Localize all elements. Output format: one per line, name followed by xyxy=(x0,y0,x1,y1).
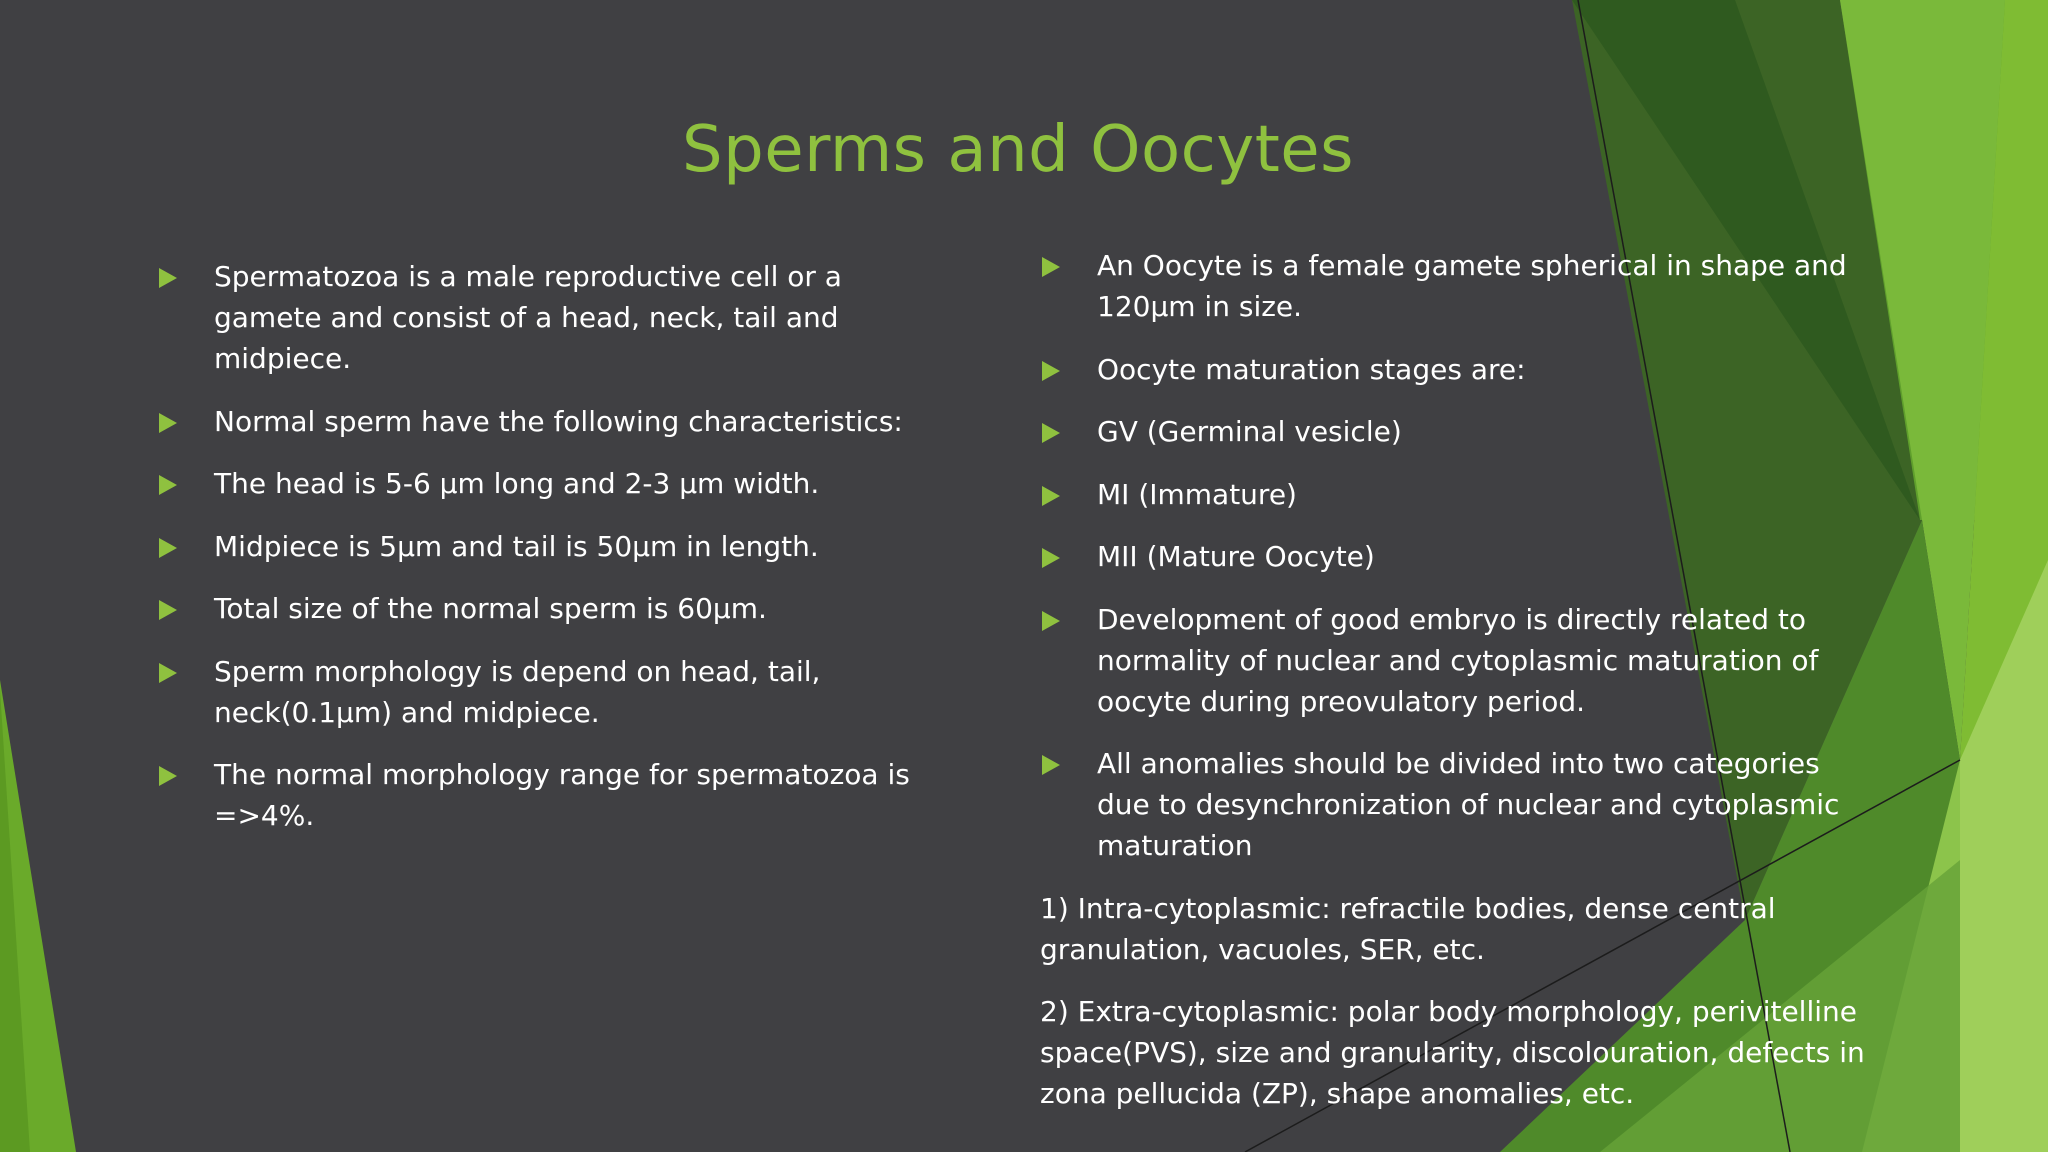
list-item: Sperm morphology is depend on head, tail, neck(0.1µm) and midpiece. xyxy=(157,651,957,733)
triangle-bullet-icon xyxy=(159,600,177,620)
list-item: MI (Immature) xyxy=(1040,474,1880,515)
left-bullet-list xyxy=(157,256,957,858)
triangle-bullet-icon xyxy=(159,475,177,495)
triangle-bullet-icon xyxy=(1042,548,1060,568)
right-bullet-list xyxy=(1040,245,1880,1136)
triangle-bullet-icon xyxy=(1042,361,1060,381)
list-item: The head is 5-6 µm long and 2-3 µm width. xyxy=(157,463,957,504)
list-item: Midpiece is 5µm and tail is 50µm in length. xyxy=(157,526,957,567)
anomaly-category-extra: 2) Extra-cytoplasmic: polar body morphology, perivitelline space(PVS), size and granularity, discolouration, defects in zona pellucida (ZP), shape anomalies, etc. xyxy=(1040,995,1865,1110)
list-item: An Oocyte is a female gamete spherical in shape and 120µm in size. xyxy=(1040,245,1880,327)
triangle-bullet-icon xyxy=(1042,257,1060,277)
triangle-bullet-icon xyxy=(159,268,177,288)
list-item: All anomalies should be divided into two categories due to desynchronization of nuclear and cytoplasmic maturation xyxy=(1040,743,1880,866)
anomaly-category-intra: 1) Intra-cytoplasmic: refractile bodies, dense central granulation, vacuoles, SER, etc. xyxy=(1040,891,1776,966)
triangle-bullet-icon xyxy=(159,766,177,786)
list-item: MII (Mature Oocyte) xyxy=(1040,536,1880,577)
triangle-bullet-icon xyxy=(1042,611,1060,631)
triangle-bullet-icon xyxy=(1042,423,1060,443)
triangle-bullet-icon xyxy=(159,538,177,558)
list-item: Spermatozoa is a male reproductive cell or a gamete and consist of a head, neck, tail and midpiece. xyxy=(157,256,957,379)
list-item: Total size of the normal sperm is 60µm. xyxy=(157,588,957,629)
list-item: Oocyte maturation stages are: xyxy=(1040,349,1880,390)
list-item: Normal sperm have the following characteristics: xyxy=(157,401,957,442)
triangle-bullet-icon xyxy=(1042,755,1060,775)
list-item: The normal morphology range for spermatozoa is =>4%. xyxy=(157,754,957,836)
triangle-bullet-icon xyxy=(1042,486,1060,506)
list-item: Development of good embryo is directly related to normality of nuclear and cytoplasmic maturation of oocyte during preovulatory period. xyxy=(1040,599,1880,722)
triangle-bullet-icon xyxy=(159,413,177,433)
triangle-bullet-icon xyxy=(159,663,177,683)
slide-title: Sperms and Oocytes xyxy=(682,113,1354,187)
list-item: GV (Germinal vesicle) xyxy=(1040,411,1880,452)
